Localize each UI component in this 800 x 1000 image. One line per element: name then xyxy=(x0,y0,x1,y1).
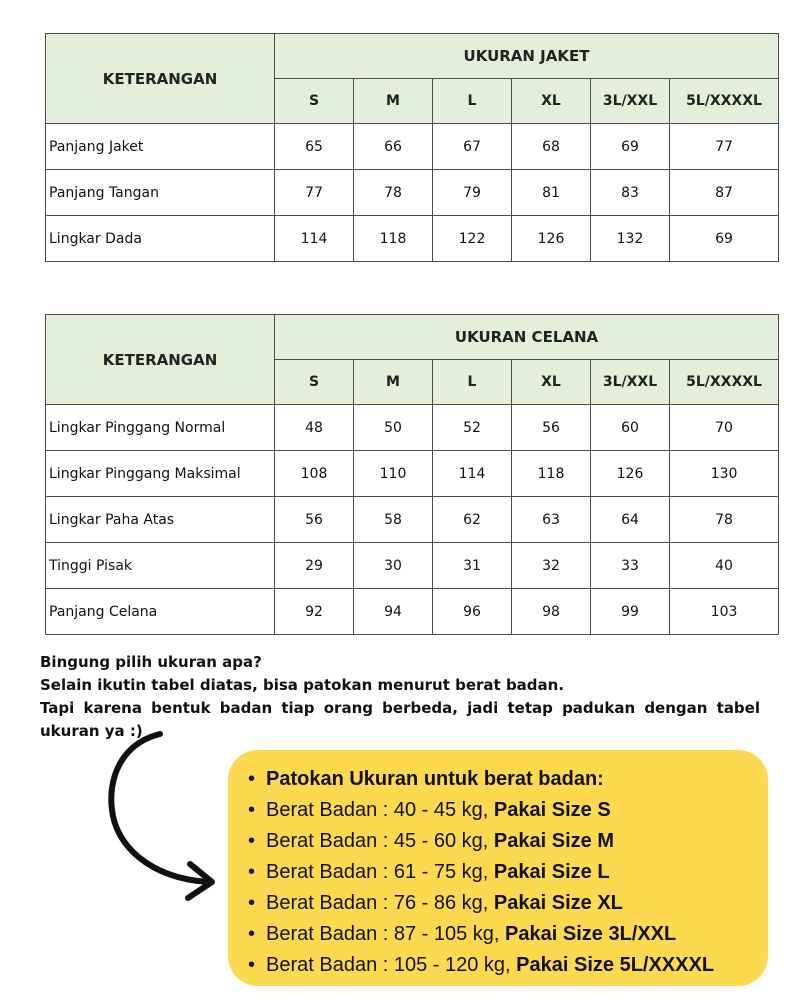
table-cell: 110 xyxy=(354,451,433,497)
jacket-size-header: 5L/XXXXL xyxy=(670,79,779,124)
table-cell: 92 xyxy=(275,589,354,635)
weight-range: Berat Badan : 105 - 120 kg, xyxy=(266,954,517,976)
table-cell: 126 xyxy=(512,216,591,262)
table-row xyxy=(46,589,779,635)
table-cell: 108 xyxy=(275,451,354,497)
pants-group-header: UKURAN CELANA xyxy=(275,315,779,360)
table-row xyxy=(46,497,779,543)
intro-line: Bingung pilih ukuran apa? xyxy=(40,653,262,671)
pants-size-table xyxy=(45,314,779,635)
list-item xyxy=(248,888,714,919)
table-cell: 29 xyxy=(275,543,354,589)
table-row xyxy=(46,451,779,497)
recommended-size: Pakai Size S xyxy=(493,799,611,821)
table-cell: 79 xyxy=(433,170,512,216)
bullet-icon: • xyxy=(248,954,256,976)
jacket-size-header: XL xyxy=(512,79,591,124)
weight-guide-title-text: Patokan Ukuran untuk berat badan: xyxy=(266,768,604,790)
table-cell: 98 xyxy=(512,589,591,635)
table-cell: 130 xyxy=(670,451,779,497)
recommended-size: Pakai Size 3L/XXL xyxy=(505,923,677,945)
table-cell: 50 xyxy=(354,405,433,451)
weight-guide-box xyxy=(228,750,768,986)
row-label: Lingkar Pinggang Normal xyxy=(46,405,275,451)
table-cell: 77 xyxy=(275,170,354,216)
table-cell: 62 xyxy=(433,497,512,543)
pants-size-header: 5L/XXXXL xyxy=(670,360,779,405)
jacket-size-header: L xyxy=(433,79,512,124)
weight-range: Berat Badan : 45 - 60 kg, xyxy=(266,830,494,852)
weight-range: Berat Badan : 61 - 75 kg, xyxy=(266,861,494,883)
table-cell: 122 xyxy=(433,216,512,262)
jacket-group-header: UKURAN JAKET xyxy=(275,34,779,79)
table-cell: 48 xyxy=(275,405,354,451)
pants-size-header: XL xyxy=(512,360,591,405)
bullet-icon: • xyxy=(248,892,256,914)
table-cell: 56 xyxy=(512,405,591,451)
bullet-icon: • xyxy=(248,768,256,790)
pants-row-header: KETERANGAN xyxy=(46,315,275,405)
table-cell: 40 xyxy=(670,543,779,589)
table-cell: 52 xyxy=(433,405,512,451)
table-cell: 69 xyxy=(670,216,779,262)
table-row xyxy=(46,543,779,589)
recommended-size: Pakai Size 5L/XXXXL xyxy=(516,954,715,976)
table-cell: 67 xyxy=(433,124,512,170)
row-label: Panjang Celana xyxy=(46,589,275,635)
table-cell: 64 xyxy=(591,497,670,543)
table-cell: 30 xyxy=(354,543,433,589)
bullet-icon: • xyxy=(248,830,256,852)
jacket-size-table xyxy=(45,33,779,262)
row-label: Lingkar Paha Atas xyxy=(46,497,275,543)
table-cell: 103 xyxy=(670,589,779,635)
table-cell: 126 xyxy=(591,451,670,497)
table-cell: 63 xyxy=(512,497,591,543)
table-cell: 99 xyxy=(591,589,670,635)
bullet-icon: • xyxy=(248,861,256,883)
intro-line: Tapi karena bentuk badan tiap orang berbeda, jadi tetap padukan dengan tabel ukuran ya :) xyxy=(40,699,760,740)
table-cell: 70 xyxy=(670,405,779,451)
table-row xyxy=(46,170,779,216)
pants-size-header: S xyxy=(275,360,354,405)
recommended-size: Pakai Size L xyxy=(493,861,610,883)
table-cell: 118 xyxy=(354,216,433,262)
jacket-row-header: KETERANGAN xyxy=(46,34,275,124)
pants-size-header: 3L/XXL xyxy=(591,360,670,405)
table-cell: 87 xyxy=(670,170,779,216)
row-label: Tinggi Pisak xyxy=(46,543,275,589)
intro-line: Selain ikutin tabel diatas, bisa patokan menurut berat badan. xyxy=(40,676,565,694)
table-cell: 94 xyxy=(354,589,433,635)
table-cell: 32 xyxy=(512,543,591,589)
table-cell: 56 xyxy=(275,497,354,543)
list-item xyxy=(248,857,714,888)
table-cell: 118 xyxy=(512,451,591,497)
row-label: Lingkar Pinggang Maksimal xyxy=(46,451,275,497)
table-cell: 31 xyxy=(433,543,512,589)
weight-guide-list xyxy=(248,764,714,981)
table-row xyxy=(46,405,779,451)
table-cell: 66 xyxy=(354,124,433,170)
table-cell: 96 xyxy=(433,589,512,635)
table-row xyxy=(46,124,779,170)
table-cell: 77 xyxy=(670,124,779,170)
list-item xyxy=(248,795,714,826)
list-item xyxy=(248,826,714,857)
recommended-size: Pakai Size M xyxy=(493,830,614,852)
list-item xyxy=(248,950,714,981)
jacket-size-header: S xyxy=(275,79,354,124)
table-cell: 78 xyxy=(354,170,433,216)
pants-size-header: M xyxy=(354,360,433,405)
table-cell: 81 xyxy=(512,170,591,216)
pants-size-header: L xyxy=(433,360,512,405)
table-cell: 114 xyxy=(275,216,354,262)
jacket-size-header: 3L/XXL xyxy=(591,79,670,124)
table-cell: 132 xyxy=(591,216,670,262)
table-cell: 69 xyxy=(591,124,670,170)
jacket-size-header: M xyxy=(354,79,433,124)
weight-range: Berat Badan : 76 - 86 kg, xyxy=(266,892,494,914)
list-item xyxy=(248,919,714,950)
table-cell: 78 xyxy=(670,497,779,543)
recommended-size: Pakai Size XL xyxy=(493,892,623,914)
weight-range: Berat Badan : 40 - 45 kg, xyxy=(266,799,494,821)
table-row xyxy=(46,216,779,262)
row-label: Panjang Jaket xyxy=(46,124,275,170)
table-cell: 65 xyxy=(275,124,354,170)
table-cell: 114 xyxy=(433,451,512,497)
table-cell: 60 xyxy=(591,405,670,451)
table-cell: 58 xyxy=(354,497,433,543)
row-label: Panjang Tangan xyxy=(46,170,275,216)
weight-guide-title xyxy=(248,764,714,795)
row-label: Lingkar Dada xyxy=(46,216,275,262)
bullet-icon: • xyxy=(248,799,256,821)
weight-range: Berat Badan : 87 - 105 kg, xyxy=(266,923,506,945)
table-cell: 68 xyxy=(512,124,591,170)
bullet-icon: • xyxy=(248,923,256,945)
table-cell: 33 xyxy=(591,543,670,589)
table-cell: 83 xyxy=(591,170,670,216)
curved-arrow-icon xyxy=(90,728,230,903)
